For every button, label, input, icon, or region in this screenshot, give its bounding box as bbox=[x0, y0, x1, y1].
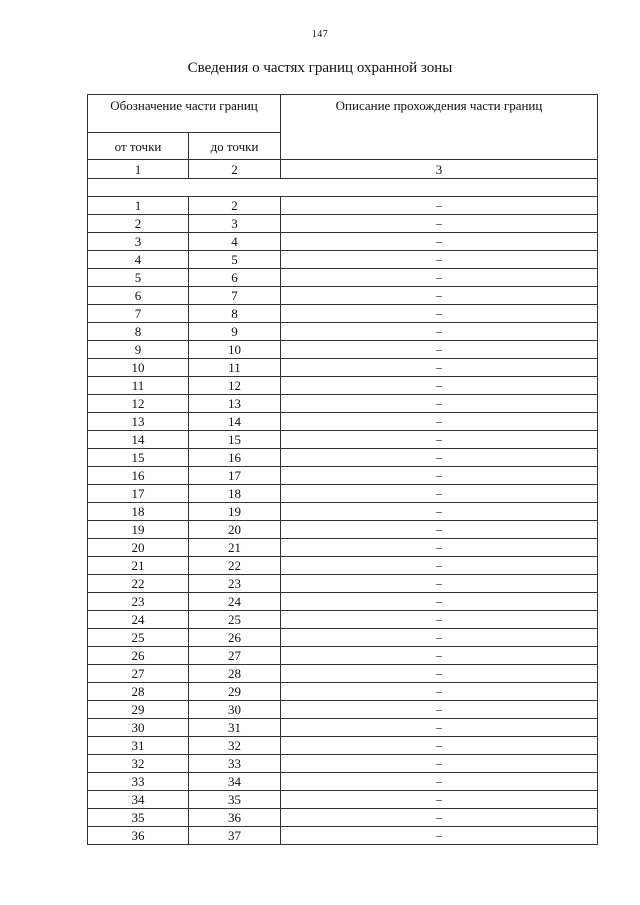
from-point-cell: 8 bbox=[88, 323, 189, 341]
description-cell: – bbox=[281, 539, 598, 557]
page-title: Сведения о частях границ охранной зоны bbox=[187, 60, 453, 76]
description-cell: – bbox=[281, 557, 598, 575]
table-row bbox=[88, 791, 598, 809]
description-cell: – bbox=[281, 719, 598, 737]
table-row bbox=[88, 575, 598, 593]
to-point-cell: 35 bbox=[189, 791, 281, 809]
column-number-3: 3 bbox=[281, 160, 598, 179]
description-cell: – bbox=[281, 431, 598, 449]
to-point-cell: 6 bbox=[189, 269, 281, 287]
from-point-cell: 31 bbox=[88, 737, 189, 755]
description-cell: – bbox=[281, 269, 598, 287]
table-row bbox=[88, 503, 598, 521]
from-point-cell: 22 bbox=[88, 575, 189, 593]
to-point-cell: 10 bbox=[189, 341, 281, 359]
column-number-2: 2 bbox=[189, 160, 281, 179]
to-point-cell: 30 bbox=[189, 701, 281, 719]
table-row bbox=[88, 647, 598, 665]
description-cell: – bbox=[281, 809, 598, 827]
from-point-cell: 3 bbox=[88, 233, 189, 251]
description-cell: – bbox=[281, 233, 598, 251]
from-point-cell: 24 bbox=[88, 611, 189, 629]
to-point-cell: 16 bbox=[189, 449, 281, 467]
table-row bbox=[88, 737, 598, 755]
to-point-cell: 26 bbox=[189, 629, 281, 647]
from-point-cell: 14 bbox=[88, 431, 189, 449]
from-point-cell: 23 bbox=[88, 593, 189, 611]
to-point-cell: 24 bbox=[189, 593, 281, 611]
from-point-cell: 10 bbox=[88, 359, 189, 377]
boundary-description-header: Описание прохождения части границ bbox=[281, 95, 598, 160]
table-row bbox=[88, 449, 598, 467]
table-row bbox=[88, 269, 598, 287]
table-row bbox=[88, 773, 598, 791]
description-cell: – bbox=[281, 359, 598, 377]
from-point-cell: 27 bbox=[88, 665, 189, 683]
table-row bbox=[88, 287, 598, 305]
table-row bbox=[88, 359, 598, 377]
from-point-cell: 9 bbox=[88, 341, 189, 359]
from-point-cell: 36 bbox=[88, 827, 189, 845]
table-row bbox=[88, 539, 598, 557]
description-cell: – bbox=[281, 377, 598, 395]
table-row bbox=[88, 251, 598, 269]
description-cell: – bbox=[281, 467, 598, 485]
description-cell: – bbox=[281, 683, 598, 701]
description-cell: – bbox=[281, 521, 598, 539]
from-point-cell: 29 bbox=[88, 701, 189, 719]
description-cell: – bbox=[281, 323, 598, 341]
to-point-cell: 25 bbox=[189, 611, 281, 629]
from-point-cell: 7 bbox=[88, 305, 189, 323]
table-body bbox=[88, 197, 598, 845]
description-cell: – bbox=[281, 629, 598, 647]
from-point-cell: 19 bbox=[88, 521, 189, 539]
to-point-cell: 11 bbox=[189, 359, 281, 377]
from-point-cell: 13 bbox=[88, 413, 189, 431]
from-point-header: от точки bbox=[88, 133, 189, 160]
to-point-cell: 33 bbox=[189, 755, 281, 773]
from-point-cell: 12 bbox=[88, 395, 189, 413]
to-point-cell: 21 bbox=[189, 539, 281, 557]
description-cell: – bbox=[281, 647, 598, 665]
from-point-cell: 18 bbox=[88, 503, 189, 521]
to-point-cell: 13 bbox=[189, 395, 281, 413]
to-point-cell: 36 bbox=[189, 809, 281, 827]
table-row bbox=[88, 557, 598, 575]
description-cell: – bbox=[281, 827, 598, 845]
description-cell: – bbox=[281, 395, 598, 413]
description-cell: – bbox=[281, 755, 598, 773]
from-point-cell: 35 bbox=[88, 809, 189, 827]
from-point-cell: 34 bbox=[88, 791, 189, 809]
description-cell: – bbox=[281, 251, 598, 269]
from-point-cell: 21 bbox=[88, 557, 189, 575]
to-point-cell: 2 bbox=[189, 197, 281, 215]
to-point-cell: 7 bbox=[189, 287, 281, 305]
description-cell: – bbox=[281, 737, 598, 755]
to-point-cell: 20 bbox=[189, 521, 281, 539]
to-point-cell: 14 bbox=[189, 413, 281, 431]
to-point-cell: 37 bbox=[189, 827, 281, 845]
description-cell: – bbox=[281, 341, 598, 359]
to-point-cell: 17 bbox=[189, 467, 281, 485]
description-cell: – bbox=[281, 449, 598, 467]
description-cell: – bbox=[281, 413, 598, 431]
boundary-parts-table bbox=[87, 94, 598, 845]
description-cell: – bbox=[281, 593, 598, 611]
table-row bbox=[88, 755, 598, 773]
from-point-cell: 16 bbox=[88, 467, 189, 485]
page-number: 147 bbox=[311, 29, 329, 40]
to-point-cell: 23 bbox=[189, 575, 281, 593]
table-row bbox=[88, 827, 598, 845]
from-point-cell: 15 bbox=[88, 449, 189, 467]
table-row bbox=[88, 305, 598, 323]
from-point-cell: 32 bbox=[88, 755, 189, 773]
from-point-cell: 20 bbox=[88, 539, 189, 557]
table-row bbox=[88, 611, 598, 629]
to-point-cell: 29 bbox=[189, 683, 281, 701]
to-point-cell: 34 bbox=[189, 773, 281, 791]
to-point-cell: 4 bbox=[189, 233, 281, 251]
description-cell: – bbox=[281, 791, 598, 809]
description-cell: – bbox=[281, 575, 598, 593]
from-point-cell: 11 bbox=[88, 377, 189, 395]
from-point-cell: 6 bbox=[88, 287, 189, 305]
table-row bbox=[88, 233, 598, 251]
table-row bbox=[88, 701, 598, 719]
from-point-cell: 33 bbox=[88, 773, 189, 791]
from-point-cell: 5 bbox=[88, 269, 189, 287]
table-row bbox=[88, 377, 598, 395]
table-row bbox=[88, 665, 598, 683]
from-point-cell: 30 bbox=[88, 719, 189, 737]
to-point-cell: 28 bbox=[189, 665, 281, 683]
description-cell: – bbox=[281, 287, 598, 305]
to-point-cell: 18 bbox=[189, 485, 281, 503]
column-number-1: 1 bbox=[88, 160, 189, 179]
table-row bbox=[88, 629, 598, 647]
to-point-cell: 32 bbox=[189, 737, 281, 755]
from-point-cell: 25 bbox=[88, 629, 189, 647]
boundary-part-designation-header: Обозначение части границ bbox=[88, 95, 281, 133]
table-row bbox=[88, 215, 598, 233]
empty-section-row bbox=[88, 179, 598, 197]
table-row bbox=[88, 593, 598, 611]
to-point-cell: 27 bbox=[189, 647, 281, 665]
to-point-cell: 3 bbox=[189, 215, 281, 233]
description-cell: – bbox=[281, 485, 598, 503]
description-cell: – bbox=[281, 773, 598, 791]
table-row bbox=[88, 467, 598, 485]
description-cell: – bbox=[281, 305, 598, 323]
table-row bbox=[88, 323, 598, 341]
table-row bbox=[88, 809, 598, 827]
to-point-cell: 9 bbox=[189, 323, 281, 341]
table-row bbox=[88, 197, 598, 215]
table-row bbox=[88, 521, 598, 539]
from-point-cell: 2 bbox=[88, 215, 189, 233]
description-cell: – bbox=[281, 611, 598, 629]
from-point-cell: 17 bbox=[88, 485, 189, 503]
table-row bbox=[88, 431, 598, 449]
table-row bbox=[88, 341, 598, 359]
to-point-header: до точки bbox=[189, 133, 281, 160]
table-row bbox=[88, 395, 598, 413]
description-cell: – bbox=[281, 215, 598, 233]
table-row bbox=[88, 485, 598, 503]
description-cell: – bbox=[281, 701, 598, 719]
to-point-cell: 19 bbox=[189, 503, 281, 521]
table-row bbox=[88, 719, 598, 737]
from-point-cell: 26 bbox=[88, 647, 189, 665]
from-point-cell: 4 bbox=[88, 251, 189, 269]
from-point-cell: 28 bbox=[88, 683, 189, 701]
table-row bbox=[88, 413, 598, 431]
description-cell: – bbox=[281, 197, 598, 215]
to-point-cell: 22 bbox=[189, 557, 281, 575]
from-point-cell: 1 bbox=[88, 197, 189, 215]
to-point-cell: 15 bbox=[189, 431, 281, 449]
to-point-cell: 8 bbox=[189, 305, 281, 323]
to-point-cell: 31 bbox=[189, 719, 281, 737]
description-cell: – bbox=[281, 665, 598, 683]
to-point-cell: 5 bbox=[189, 251, 281, 269]
table-row bbox=[88, 683, 598, 701]
description-cell: – bbox=[281, 503, 598, 521]
to-point-cell: 12 bbox=[189, 377, 281, 395]
